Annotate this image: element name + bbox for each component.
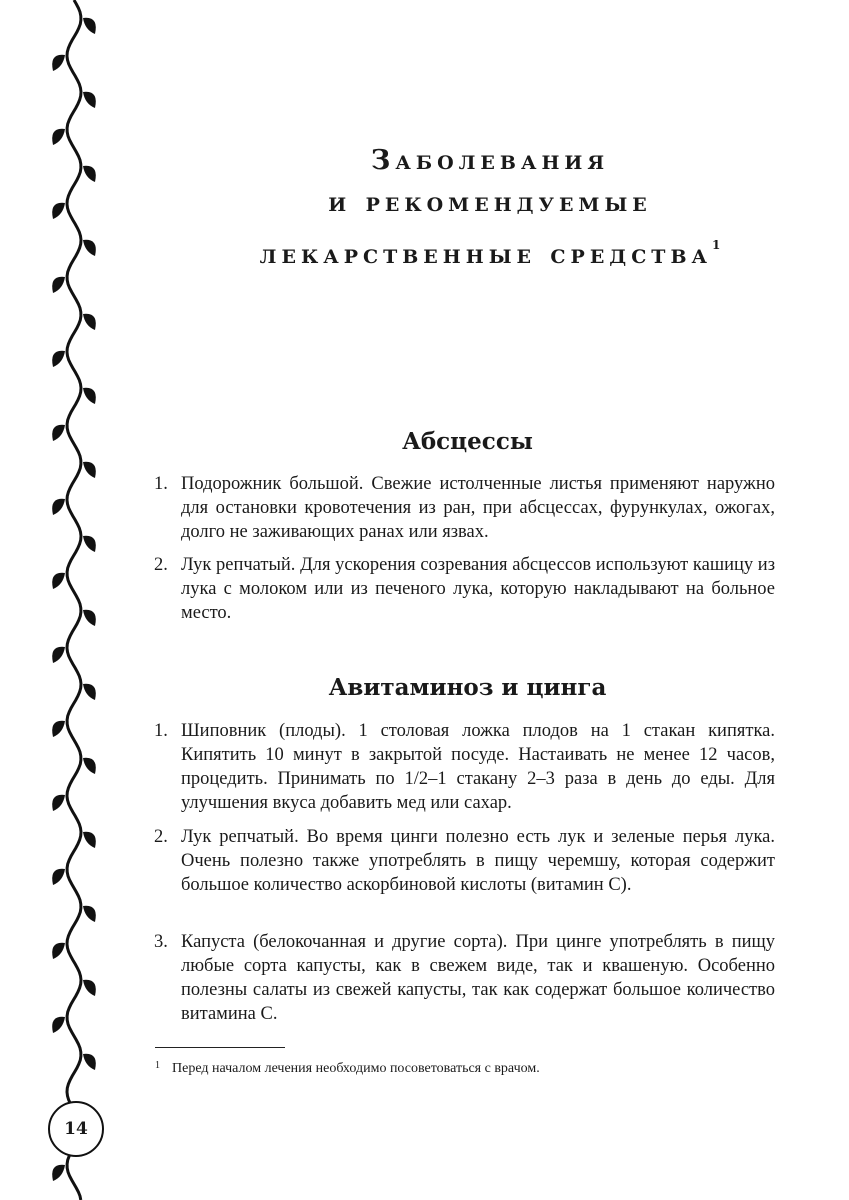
list-item: 1. Подорожник большой. Свежие истолченные листья применяют наружно для остановки кровотечения из ран, при абсцессах, фурункулах, ожогах, долго не заживающих ранах или язвах. [154,474,775,542]
list-item: 1. Шиповник (плоды). 1 столовая ложка плодов на 1 стакан кипятка. Кипятить 10 минут в закрытой посуде. Настаивать не менее 12 часов, процедить. Принимать по 1/2–1 стакану 2–3 раза в день до еды. Для улучшения вкуса добавить мед или сахар. [154,721,775,813]
chapter-title-line-1: Заболевания [370,145,610,176]
vine-leaf [83,980,96,996]
vine-leaf [52,55,65,71]
vine-leaf [83,906,96,922]
vine-leaf [83,240,96,256]
section-title-avitaminosis: Авитаминоз и цинга [328,674,607,701]
vine-leaf [83,462,96,478]
vine-leaf [52,573,65,589]
vine-leaf [52,1165,65,1181]
vine-stem [67,0,81,1200]
vine-leaf [52,943,65,959]
chapter-title [160,140,820,276]
vine-leaf [52,203,65,219]
chapter-title-line-3: лекарственные средства$^1$ [259,238,721,270]
vine-leaf [83,536,96,552]
vine-leaf [83,1054,96,1070]
footnote [155,1057,775,1078]
vine-leaf [52,277,65,293]
footnote-reference[interactable]: 1 [711,238,721,252]
vine-leaf [83,758,96,774]
list-item: 3. Капуста (белокочанная и другие сорта). При цинге употреблять в пищу любые сорта капусты, как в свежем виде, так и квашеную. Особенно полезны салаты из свежей капусты, так как содержат большое количество витамина С. [154,932,775,1024]
footnote-divider [155,1047,285,1048]
list-item: 2. Лук репчатый. Во время цинги полезно есть лук и зеленые перья лука. Очень полезно также употреблять в пищу черемшу, которая содержит большое количество аскорбиновой кислоты (витамин С). [154,827,775,895]
vine-leaf [83,684,96,700]
vine-leaf [52,129,65,145]
vine-leaf [52,351,65,367]
page-number: 14 [48,1101,104,1157]
vine-leaf [52,795,65,811]
vine-leaf [83,610,96,626]
vine-leaf [52,869,65,885]
vine-leaf [83,92,96,108]
vine-leaf [83,388,96,404]
vine-leaf [52,499,65,515]
vine-leaf [52,1017,65,1033]
list-item: 2. Лук репчатый. Для ускорения созревания абсцессов используют кашицу из лука с молоком или из печеного лука, которую накладывают на больное место. [154,555,775,623]
vine-leaf [52,721,65,737]
vine-leaf [83,18,96,34]
vine-leaf [83,832,96,848]
section-title-abscesses: Абсцессы [402,428,533,455]
vine-leaf [52,647,65,663]
vine-leaf [52,425,65,441]
chapter-title-line-2: и рекомендуемые [328,187,652,218]
decorative-vine-border [0,0,120,1200]
footnote-text: Перед началом лечения необходимо посоветоваться с врачом. [172,1061,540,1076]
footnote-mark: 1 [155,1060,160,1071]
vine-leaf [83,166,96,182]
vine-leaf [83,314,96,330]
